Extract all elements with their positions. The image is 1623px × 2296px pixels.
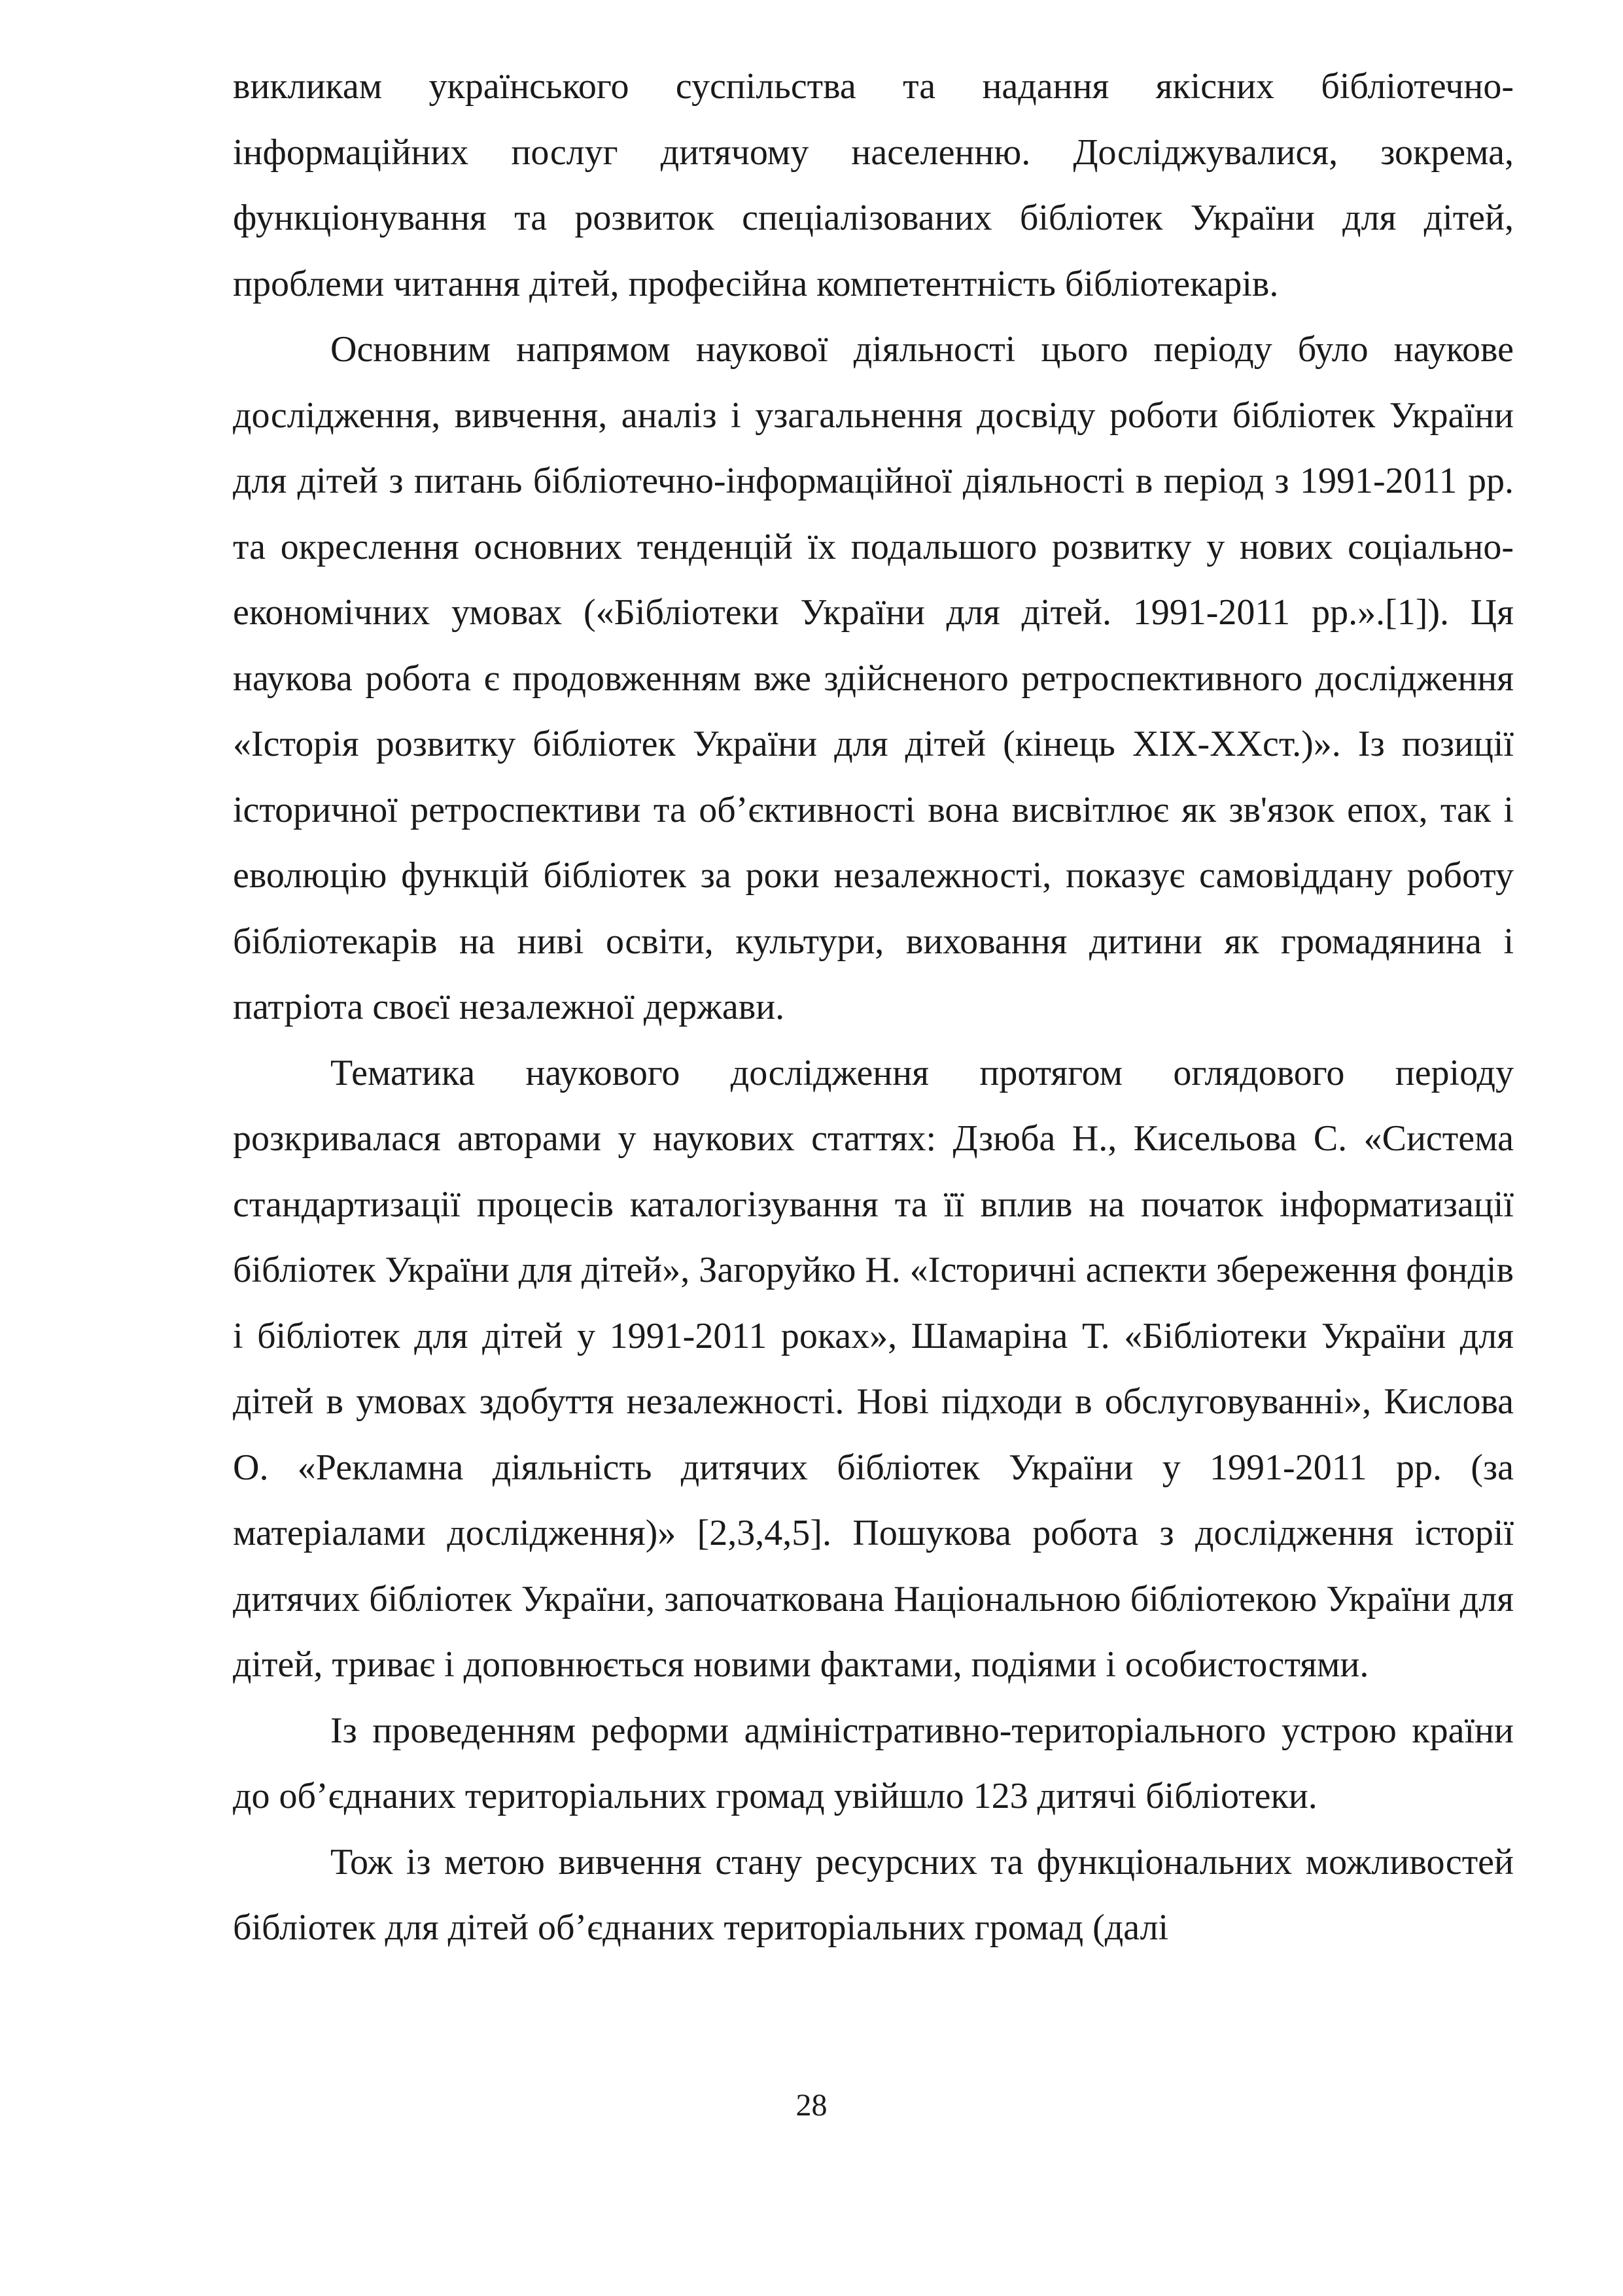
paragraph: Із проведенням реформи адміністративно-територіального устрою країни до об’єднаних територіальних громад увійшло 123 дитячі бібліотеки.	[233, 1710, 1514, 1816]
body-text	[233, 54, 1514, 1961]
paragraph: Тож із метою вивчення стану ресурсних та функціональних можливостей бібліотек для дітей об’єднаних територіальних громад (далі	[233, 1841, 1514, 1948]
paragraph: Тематика наукового дослідження протягом оглядового періоду розкривалася авторами у наукових статтях: Дзюба Н., Кисельова С. «Система стандартизації процесів каталогізування та її вплив на початок інформатизації бібліотек України для дітей», Загоруйко Н. «Історичні аспекти збереження фондів і бібліотек для дітей у 1991-2011 роках», Шамаріна Т. «Бібліотеки України для дітей в умовах здобуття незалежності. Нові підходи в обслуговуванні», Кислова О. «Рекламна діяльність дитячих бібліотек України у 1991-2011 рр. (за матеріалами дослідження)» [2,3,4,5]. Пошукова робота з дослідження історії дитячих бібліотек України, започаткована Національною бібліотекою України для дітей, триває і доповнюється новими фактами, подіями і особистостями.	[233, 1052, 1514, 1685]
page-number: 28	[795, 2088, 828, 2123]
paragraph-continuation: викликам українського суспільства та надання якісних бібліотечно-інформаційних послуг дитячому населенню. Досліджувалися, зокрема, функціонування та розвиток спеціалізованих бібліотек України для дітей, проблеми читання дітей, професійна компетентність бібліотекарів.	[233, 66, 1514, 304]
paragraph: Основним напрямом наукової діяльності цього періоду було наукове дослідження, вивчення, аналіз і узагальнення досвіду роботи бібліотек України для дітей з питань бібліотечно-інформаційної діяльності в період з 1991-2011 рр. та окреслення основних тенденцій їх подальшого розвитку у нових соціально-економічних умовах («Бібліотеки України для дітей. 1991-2011 рр.».[1]). Ця наукова робота є продовженням вже здійсненого ретроспективного дослідження «Історія розвитку бібліотек України для дітей (кінець ХІХ-ХХст.)». Із позиції історичної ретроспективи та об’єктивності вона висвітлює як зв'язок епох, так і еволюцію функцій бібліотек за роки незалежності, показує самовіддану роботу бібліотекарів на ниві освіти, культури, виховання дитини як громадянина і патріота своєї незалежної держави.	[233, 329, 1514, 1027]
